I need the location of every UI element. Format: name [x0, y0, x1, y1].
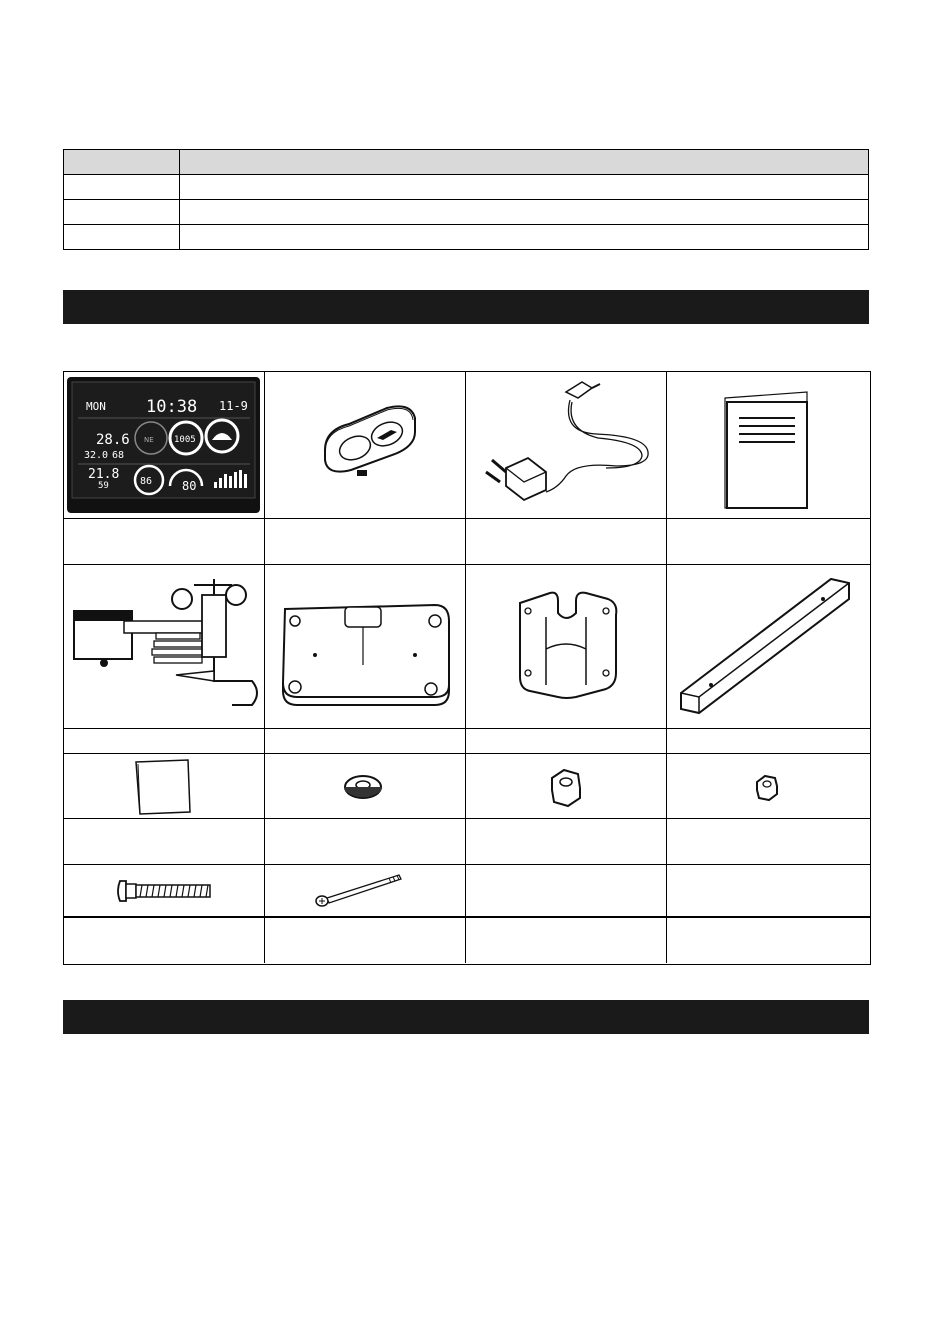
part-image-empty [466, 865, 667, 917]
part-label [667, 917, 870, 963]
section-header-bar [63, 1000, 869, 1034]
part-label [667, 819, 870, 865]
part-image-carriage-bolt [64, 865, 265, 917]
part-image-long-screw [265, 865, 466, 917]
spec-table-header-row [64, 150, 869, 175]
part-label [466, 819, 667, 865]
display-outdoor-temp: 32.0 [84, 450, 109, 461]
display-wind: 86 [140, 476, 153, 487]
svg-text:NE: NE [144, 436, 154, 444]
part-label [64, 729, 265, 754]
spec-table-cell [180, 225, 869, 250]
part-label [265, 917, 466, 963]
part-label [466, 729, 667, 754]
display-date: 11-9 [219, 399, 248, 413]
display-uv: 80 [182, 479, 197, 493]
part-label [466, 917, 667, 963]
part-label [667, 729, 870, 754]
display-rain: 21.8 [88, 467, 120, 482]
part-label [64, 819, 265, 865]
spec-table-cell [180, 175, 869, 200]
part-label [265, 519, 466, 565]
part-image-mounting-plate [265, 565, 466, 729]
spec-table-header-cell [180, 150, 869, 175]
spec-table [63, 149, 869, 250]
display-day: MON [86, 400, 106, 413]
part-image-power-adapter [466, 372, 667, 519]
part-label [466, 519, 667, 565]
spec-table-row [64, 225, 869, 250]
part-image-outdoor-sensor [64, 565, 265, 729]
spec-table-cell [64, 200, 180, 225]
part-image-double-sided-tape [64, 754, 265, 819]
parts-grid [63, 371, 871, 965]
part-label [265, 819, 466, 865]
part-image-empty [667, 865, 870, 917]
part-label [64, 519, 265, 565]
part-image-pole-clamp [466, 565, 667, 729]
part-image-small-nut [667, 754, 870, 819]
spec-table-header-cell [64, 150, 180, 175]
spec-table-cell [180, 200, 869, 225]
part-label [265, 729, 466, 754]
part-image-mounting-pole [667, 565, 870, 729]
part-image-large-nut [466, 754, 667, 819]
display-time: 10:38 [146, 397, 198, 417]
display-pressure: 1005 [174, 435, 196, 445]
part-image-washer [265, 754, 466, 819]
part-image-user-manual [667, 372, 870, 519]
spec-table-row [64, 200, 869, 225]
part-label [64, 917, 265, 963]
section-header-bar [63, 290, 869, 324]
spec-table-cell [64, 225, 180, 250]
part-label [667, 519, 870, 565]
display-rain-secondary: 59 [98, 481, 109, 491]
spec-table-cell [64, 175, 180, 200]
part-image-display-console [64, 372, 265, 519]
display-humidity: 68 [112, 450, 125, 461]
display-indoor-temp: 28.6 [96, 432, 130, 448]
part-image-wall-mount-bracket [265, 372, 466, 519]
spec-table-row [64, 175, 869, 200]
